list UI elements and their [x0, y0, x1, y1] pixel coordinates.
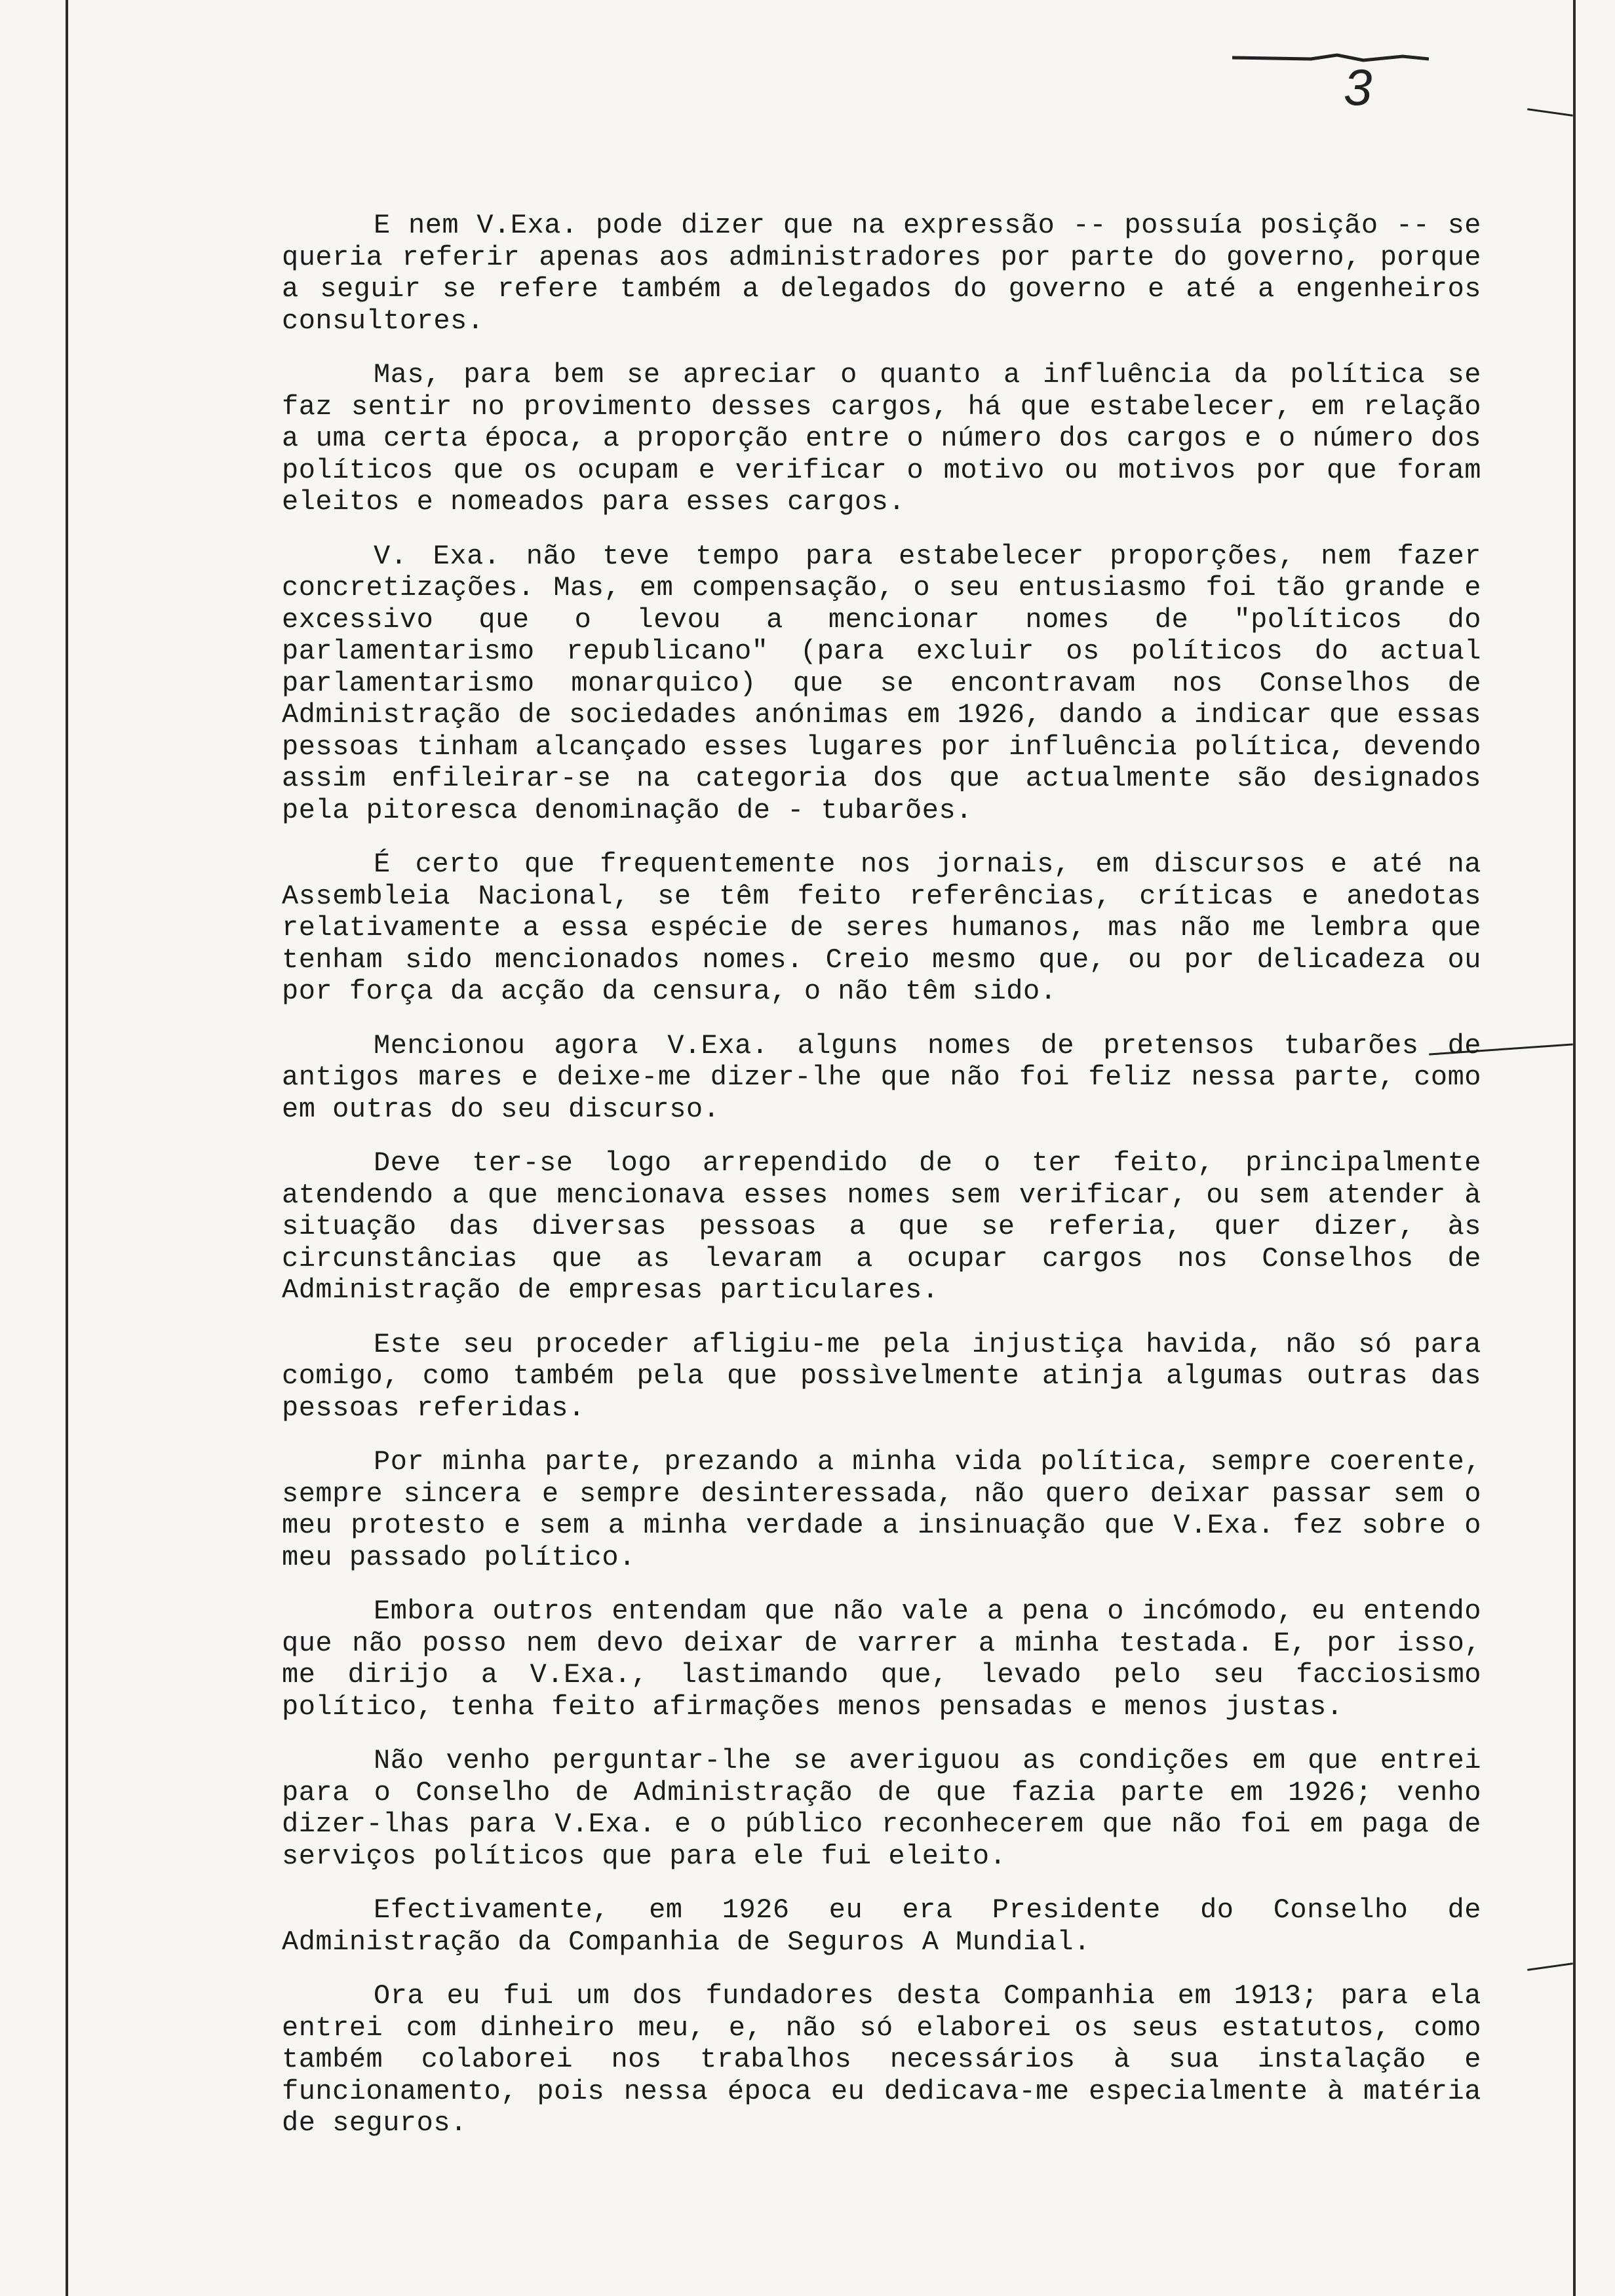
paragraph: Embora outros entendam que não vale a pena o incómodo, eu entendo que não posso nem devo deixar de varrer a minha testada. E, por isso, me dirijo a V.Exa., lastimando que, levado pelo seu facciosismo político, tenha feito afirmações menos pensadas e menos justas.	[282, 1596, 1481, 1723]
paragraph: Ora eu fui um dos fundadores desta Companhia em 1913; para ela entrei com dinheiro meu, e, não só elaborei os seus estatutos, como também colaborei nos trabalhos necessários à sua instalação e funcionamento, pois nessa época eu dedicava-me especialmente à matéria de seguros.	[282, 1980, 1481, 2139]
paragraph: Efectivamente, em 1926 eu era Presidente do Conselho de Administração da Companhia de Seguros A Mundial.	[282, 1894, 1481, 1958]
paragraph: Por minha parte, prezando a minha vida política, sempre coerente, sempre sincera e sempre desinteressada, não quero deixar passar sem o meu protesto e sem a minha verdade a insinuação que V.Exa. fez sobre o meu passado político.	[282, 1446, 1481, 1573]
paragraph: E nem V.Exa. pode dizer que na expressão -- possuía posição -- se queria referir apenas aos administradores por parte do governo, porque a seguir se refere também a delegados do governo e até a engenheiros consultores.	[282, 210, 1481, 337]
paragraph: Não venho perguntar-lhe se averiguou as condições em que entrei para o Conselho de Administração de que fazia parte em 1926; venho dizer-lhas para V.Exa. e o público reconhecerem que não foi em paga de serviços políticos que para ele fui eleito.	[282, 1745, 1481, 1872]
paragraph: Mas, para bem se apreciar o quanto a influência da política se faz sentir no provimento desses cargos, há que estabelecer, em relação a uma certa época, a proporção entre o número dos cargos e o número dos políticos que os ocupam e verificar o motivo ou motivos por que foram eleitos e nomeados para esses cargos.	[282, 359, 1481, 518]
paragraph: Deve ter-se logo arrependido de o ter feito, principalmente atendendo a que mencionava esses nomes sem verificar, ou sem atender à situação das diversas pessoas a que se referia, quer dizer, às circunstâncias que as levaram a ocupar cargos nos Conselhos de Administração de empresas particulares.	[282, 1147, 1481, 1306]
margin-tick-mark	[1527, 108, 1573, 117]
header-scribble	[1232, 46, 1429, 66]
paragraph: É certo que frequentemente nos jornais, em discursos e até na Assembleia Nacional, se têm feito referências, críticas e anedotas relativamente a essa espécie de seres humanos, mas não me lembra que tenham sido mencionados nomes. Creio mesmo que, ou por delicadeza ou por força da acção da censura, o não têm sido.	[282, 849, 1481, 1007]
paragraph: Mencionou agora V.Exa. alguns nomes de pretensos tubarões de antigos mares e deixe-me dizer-lhe que não foi feliz nessa parte, como em outras do seu discurso.	[282, 1029, 1481, 1125]
letter-body	[282, 210, 1481, 2162]
paragraph: V. Exa. não teve tempo para estabelecer proporções, nem fazer concretizações. Mas, em compensação, o seu entusiasmo foi tão grande e excessivo que o levou a mencionar nomes de "políticos do parlamentarismo republicano" (para excluir os políticos do actual parlamentarismo monarquico) que se encontravam nos Conselhos de Administração de sociedades anónimas em 1926, dando a indicar que essas pessoas tinham alcançado esses lugares por influência política, devendo assim enfileirar-se na categoria dos que actualmente são designados pela pitoresca denominação de - tubarões.	[282, 540, 1481, 826]
paragraph: Este seu proceder afligiu-me pela injustiça havida, não só para comigo, como também pela que possìvelmente atinja algumas outras das pessoas referidas.	[282, 1328, 1481, 1424]
page-number: 3	[1344, 58, 1372, 116]
left-margin-line	[66, 0, 68, 2296]
right-margin-line	[1573, 0, 1576, 2296]
margin-tick-mark	[1527, 1962, 1573, 1971]
